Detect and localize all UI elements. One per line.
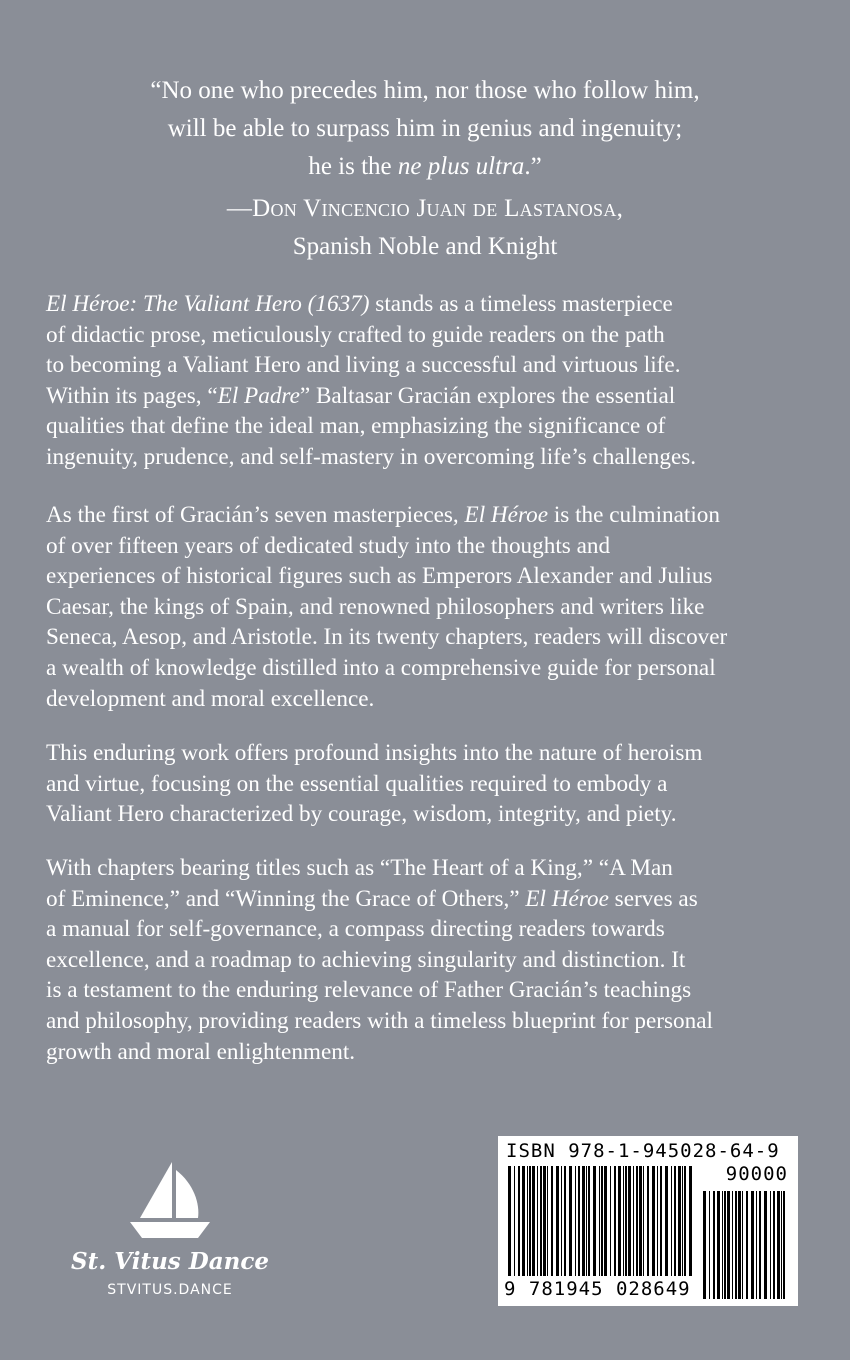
text-line: a manual for self-governance, a compass directing readers towards xyxy=(46,916,665,943)
barcode-bar xyxy=(628,1166,631,1276)
barcode-bar xyxy=(770,1191,771,1299)
barcode-bar xyxy=(742,1191,743,1299)
barcode-bar xyxy=(569,1166,572,1276)
barcode-bar xyxy=(759,1191,761,1299)
text-line: of Eminence,” and “Winning the Grace of Others,” El Héroe serves as xyxy=(46,885,698,912)
text-line: to becoming a Valiant Hero and living a successful and virtuous life. xyxy=(46,352,681,379)
barcode-bar xyxy=(746,1191,748,1299)
barcode-bar xyxy=(564,1166,566,1276)
paragraph-4 xyxy=(46,853,808,1067)
text-line: of didactic prose, meticulously crafted to guide readers on the path xyxy=(46,321,665,348)
quote-line-2: will be able to surpass him in genius and ingenuity; xyxy=(167,115,683,142)
price-code: 90000 xyxy=(725,1163,788,1185)
isbn-barcode xyxy=(498,1136,798,1306)
barcode-bar xyxy=(647,1166,649,1276)
barcode-bar xyxy=(674,1166,676,1276)
paragraph-3 xyxy=(46,738,808,830)
barcode-bar xyxy=(777,1191,780,1299)
barcode-bar xyxy=(773,1191,775,1299)
text-line: growth and moral enlightenment. xyxy=(46,1038,356,1065)
barcode-bar xyxy=(614,1166,616,1276)
barcode-bar xyxy=(508,1166,511,1276)
text-line: With chapters bearing titles such as “The Heart of a King,” “A Man xyxy=(46,855,673,881)
barcode-bar xyxy=(682,1166,683,1276)
isbn-text: ISBN 978-1-945028-64-9 xyxy=(506,1140,780,1162)
barcode-bar xyxy=(783,1191,785,1299)
epigraph-quote xyxy=(60,72,790,186)
barcode-bar xyxy=(518,1166,520,1276)
publisher-logo xyxy=(60,1160,280,1310)
barcode-bar xyxy=(575,1166,576,1276)
barcode-bar xyxy=(540,1166,542,1276)
barcode-bar xyxy=(643,1166,644,1276)
barcode-bar xyxy=(732,1191,733,1299)
text-line: This enduring work offers profound insights into the nature of heroism xyxy=(46,740,703,766)
text-line: and virtue, focusing on the essential qualities required to embody a xyxy=(46,770,668,797)
barcode-bar xyxy=(529,1166,531,1276)
barcode-bar xyxy=(588,1166,590,1276)
barcode-bar xyxy=(636,1166,638,1276)
text-line: excellence, and a roadmap to achieving singularity and distinction. It xyxy=(46,946,686,973)
barcode-bar xyxy=(604,1166,607,1276)
barcode-bar xyxy=(639,1166,642,1276)
barcode-bar xyxy=(561,1166,562,1276)
barcode-bar xyxy=(738,1191,741,1299)
barcode-bar xyxy=(756,1191,757,1299)
barcode-bar xyxy=(727,1191,730,1299)
barcode-bar xyxy=(678,1166,681,1276)
barcode-bar xyxy=(543,1166,546,1276)
text-line: is a testament to the enduring relevance of Father Gracián’s teachings xyxy=(46,977,692,1004)
barcode-bar xyxy=(764,1191,767,1299)
text-line: of over fifteen years of dedicated study into the thoughts and xyxy=(46,532,611,559)
barcode-bar xyxy=(709,1191,710,1299)
text-line: Valiant Hero characterized by courage, wisdom, integrity, and piety. xyxy=(46,801,677,828)
attribution-title: Spanish Noble and Knight xyxy=(292,233,558,260)
barcode-bar xyxy=(551,1166,553,1276)
text-line: and philosophy, providing readers with a timeless blueprint for personal xyxy=(46,1007,713,1034)
barcode-bar xyxy=(735,1191,737,1299)
text-line: Within its pages, “El Padre” Baltasar Gracián explores the essential xyxy=(46,382,676,409)
sailboat-icon xyxy=(128,1160,212,1244)
barcode-bar xyxy=(722,1191,723,1299)
publisher-url: STVITUS.DANCE xyxy=(107,1282,233,1298)
barcode-bar xyxy=(689,1166,692,1276)
text-line: Seneca, Aesop, and Aristotle. In its twenty chapters, readers will discover xyxy=(46,624,728,651)
barcode-bar xyxy=(599,1166,600,1276)
text-line: experiences of historical figures such as Emperors Alexander and Julius xyxy=(46,563,713,590)
text-line: El Héroe: The Valiant Hero (1637) stands as a timeless masterpiece xyxy=(46,291,673,317)
barcode-bar xyxy=(657,1166,658,1276)
text-line: Caesar, the kings of Spain, and renowned philosophers and writers like xyxy=(46,593,705,620)
barcode-bar xyxy=(652,1166,655,1276)
barcode-bar xyxy=(713,1191,715,1299)
barcode-bar xyxy=(556,1166,559,1276)
text-line: a wealth of knowledge distilled into a comprehensive guide for personal xyxy=(46,654,716,681)
barcode-bar xyxy=(527,1166,528,1276)
barcode-bar xyxy=(623,1166,624,1276)
barcode-bar xyxy=(665,1166,668,1276)
barcode-bar xyxy=(537,1166,538,1276)
addon-barcode-bars xyxy=(703,1191,791,1299)
barcode-bar xyxy=(582,1166,585,1276)
barcode-bar xyxy=(751,1191,754,1299)
barcode-bar xyxy=(610,1166,611,1276)
barcode-bar xyxy=(601,1166,603,1276)
barcode-bar xyxy=(514,1166,515,1276)
barcode-bar xyxy=(671,1166,672,1276)
barcode-bar xyxy=(633,1166,634,1276)
quote-attribution xyxy=(60,190,790,266)
barcode-bar xyxy=(625,1166,627,1276)
barcode-bar xyxy=(586,1166,587,1276)
paragraph-1 xyxy=(46,289,808,473)
ean-barcode-bars xyxy=(508,1166,698,1276)
barcode-bar xyxy=(618,1166,621,1276)
barcode-bar xyxy=(593,1166,596,1276)
text-line: ingenuity, prudence, and self-mastery in overcoming life’s challenges. xyxy=(46,443,697,470)
quote-line-3: he is the ne plus ultra.” xyxy=(308,153,542,180)
quote-line-1: “No one who precedes him, nor those who follow him, xyxy=(150,77,700,104)
paragraph-2 xyxy=(46,500,808,714)
barcode-bar xyxy=(781,1191,782,1299)
barcode-bar xyxy=(522,1166,525,1276)
barcode-bar xyxy=(684,1166,686,1276)
barcode-bar xyxy=(703,1191,706,1299)
text-line: As the first of Gracián’s seven masterpieces, El Héroe is the culmination xyxy=(46,502,720,528)
barcode-digits: 9 781945 028649 xyxy=(504,1278,691,1300)
barcode-bar xyxy=(717,1191,720,1299)
barcode-bar xyxy=(532,1166,535,1276)
barcode-bar xyxy=(578,1166,580,1276)
barcode-bar xyxy=(547,1166,548,1276)
barcode-bar xyxy=(724,1191,726,1299)
publisher-name: St. Vitus Dance xyxy=(71,1248,269,1275)
attribution-name: —Don Vincencio Juan de Lastanosa, xyxy=(226,195,624,222)
barcode-bar xyxy=(660,1166,662,1276)
text-line: qualities that define the ideal man, emphasizing the significance of xyxy=(46,413,666,440)
text-line: development and moral excellence. xyxy=(46,685,375,712)
